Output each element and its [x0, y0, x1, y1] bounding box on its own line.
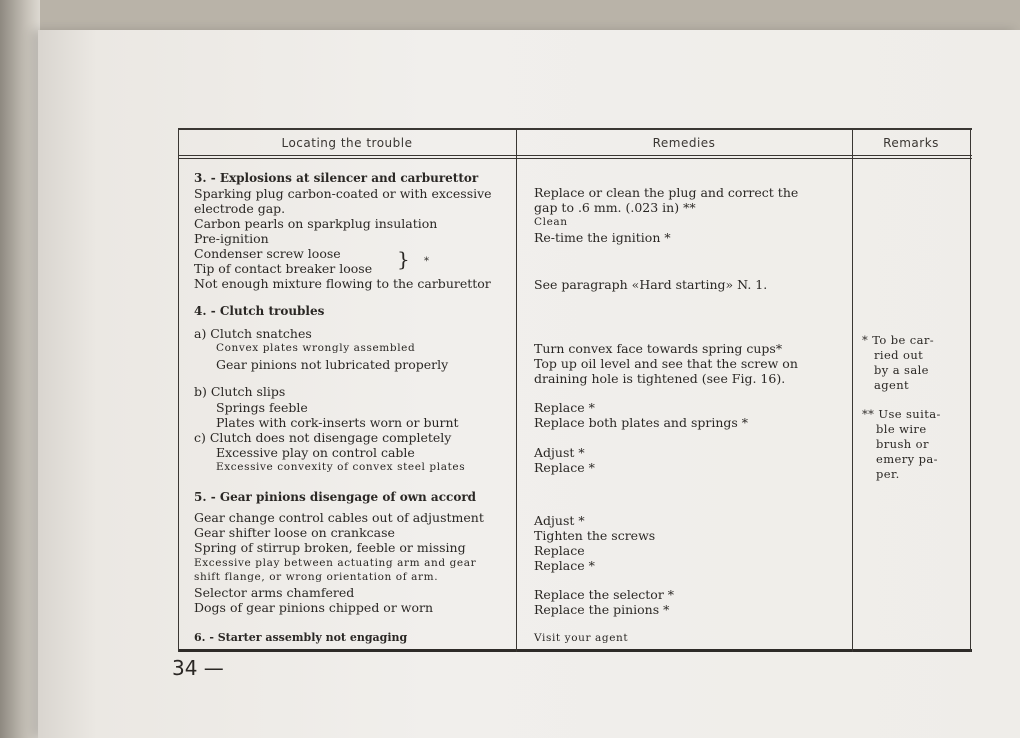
trouble-line: Selector arms chamfered	[194, 585, 355, 600]
trouble-line: Gear change control cables out of adjustment	[194, 510, 484, 525]
trouble-line: c) Clutch does not disengage completely	[194, 430, 452, 445]
remedy-line: Adjust *	[534, 445, 585, 460]
brace-icon: }	[397, 247, 410, 271]
brace-asterisk: *	[424, 256, 429, 267]
remedy-line: Top up oil level and see that the screw on	[534, 356, 798, 371]
page-number: 34 —	[172, 656, 224, 680]
header-remedies: Remedies	[652, 136, 716, 150]
remedy-line: Replace	[534, 543, 585, 558]
trouble-line: Convex plates wrongly assembled	[216, 342, 416, 354]
remark-line: agent	[874, 378, 910, 392]
column-divider	[970, 128, 971, 652]
trouble-line: Excessive play on control cable	[216, 445, 415, 460]
remark-line: brush or	[876, 437, 929, 451]
trouble-line: Gear shifter loose on crankcase	[194, 525, 395, 540]
remedy-line: Replace *	[534, 460, 595, 475]
section-title: 3. - Explosions at silencer and carburettor	[194, 171, 479, 185]
trouble-line: Excessive convexity of convex steel plates	[216, 461, 466, 473]
remedy-line: Replace *	[534, 558, 595, 573]
remedy-line: Replace the selector *	[534, 587, 675, 602]
remark-line: ried out	[874, 348, 924, 362]
troubleshooting-table	[178, 128, 972, 654]
trouble-line: Excessive play between actuating arm and gear	[194, 557, 477, 569]
remark-line: ble wire	[876, 422, 927, 436]
remedy-line: Replace *	[534, 400, 595, 415]
remedy-line: See paragraph «Hard starting» N. 1.	[534, 277, 768, 292]
remedy-line: Replace both plates and springs *	[534, 415, 749, 430]
trouble-line: Sparking plug carbon-coated or with excessive	[194, 186, 492, 201]
remedy-line: Turn convex face towards spring cups*	[534, 341, 783, 356]
trouble-line: Springs feeble	[216, 400, 308, 415]
trouble-line: Dogs of gear pinions chipped or worn	[194, 600, 434, 615]
trouble-line: Spring of stirrup broken, feeble or missing	[194, 540, 466, 555]
remark-line: * To be car-	[862, 333, 935, 347]
section-title: 6. - Starter assembly not engaging	[194, 631, 408, 644]
trouble-line: Not enough mixture flowing to the carburettor	[194, 276, 491, 291]
trouble-line: Gear pinions not lubricated properly	[216, 357, 449, 372]
remedy-line: Re-time the ignition *	[534, 230, 671, 245]
remark-line: ** Use suita-	[862, 407, 941, 421]
section-title: 5. - Gear pinions disengage of own accord	[194, 490, 477, 504]
remedy-line: Tighten the screws	[534, 528, 656, 543]
trouble-line: a) Clutch snatches	[194, 326, 312, 341]
remedy-line: gap to .6 mm. (.023 in) **	[534, 200, 696, 215]
trouble-line: Pre-ignition	[194, 231, 269, 246]
remedy-line: Clean	[534, 216, 568, 228]
remedy-line: draining hole is tightened (see Fig. 16).	[534, 371, 786, 386]
column-divider	[516, 128, 517, 652]
trouble-line: electrode gap.	[194, 201, 286, 216]
remedy-line: Visit your agent	[534, 632, 629, 644]
header-remarks: Remarks	[883, 136, 939, 150]
page-stack-edge	[0, 0, 40, 738]
column-divider	[852, 128, 853, 652]
trouble-line: Plates with cork-inserts worn or burnt	[216, 415, 459, 430]
remedy-line: Adjust *	[534, 513, 585, 528]
remark-line: per.	[876, 467, 900, 481]
remedy-line: Replace or clean the plug and correct the	[534, 185, 799, 200]
remark-line: emery pa-	[876, 452, 938, 466]
remark-line: by a sale	[874, 363, 929, 377]
section-title: 4. - Clutch troubles	[194, 304, 325, 318]
trouble-line: b) Clutch slips	[194, 384, 286, 399]
remedy-line: Replace the pinions *	[534, 602, 670, 617]
column-divider	[178, 128, 179, 652]
trouble-line: Condenser screw loose	[194, 246, 341, 261]
trouble-line: shift flange, or wrong orientation of arm.	[194, 571, 439, 583]
header-locating: Locating the trouble	[281, 136, 413, 150]
trouble-line: Tip of contact breaker loose	[194, 261, 373, 276]
trouble-line: Carbon pearls on sparkplug insulation	[194, 216, 438, 231]
